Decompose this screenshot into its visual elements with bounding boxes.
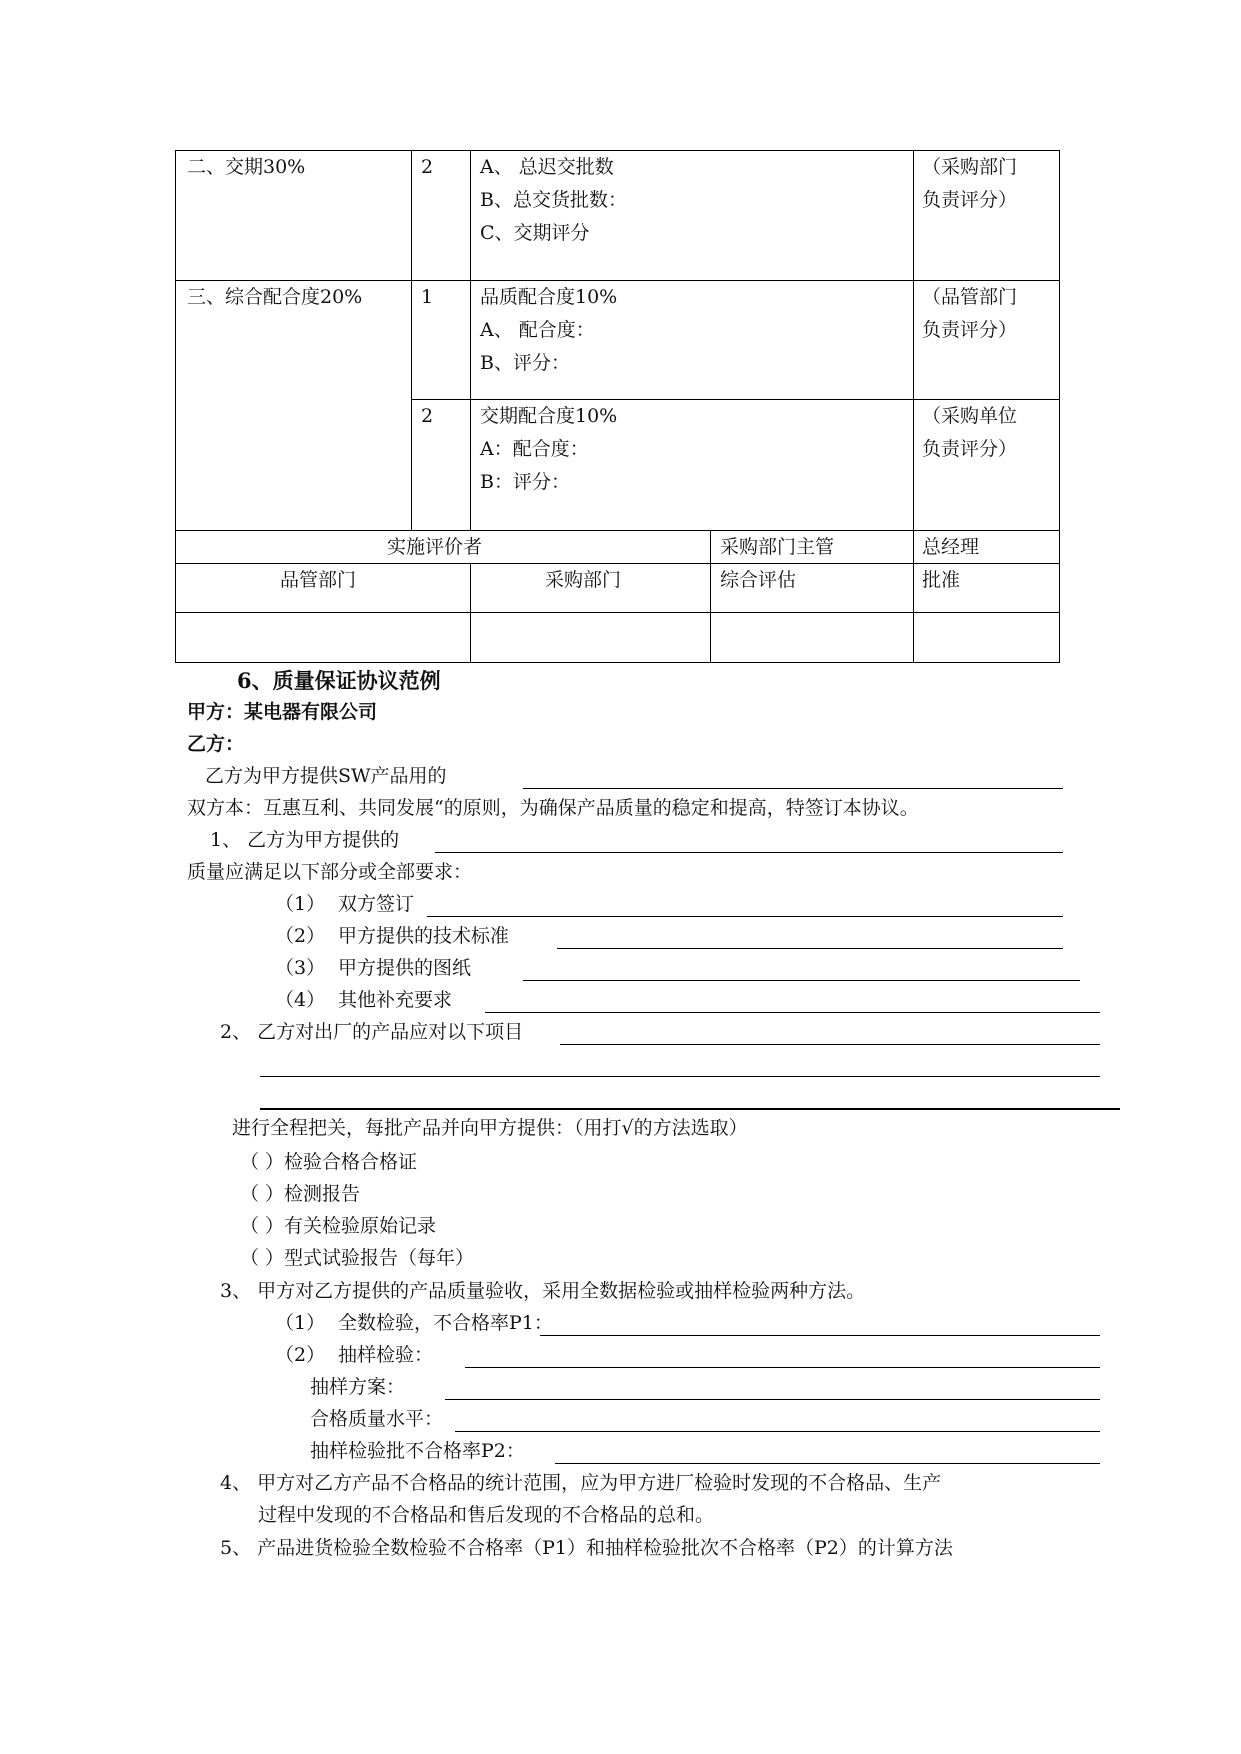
party-b: 乙方：: [187, 733, 245, 755]
implementer-header: 实施评价者: [387, 536, 483, 558]
req-4-num: （4）: [275, 989, 326, 1011]
blank-aql: [455, 1431, 1100, 1432]
p2-rate: 抽样检验批不合格率P2：: [310, 1440, 525, 1462]
blank-req-2: [557, 948, 1063, 949]
clause-2: 2、 乙方对出厂的产品应对以下项目: [220, 1021, 524, 1043]
option-certificate: （ ）检验合格合格证: [240, 1151, 418, 1173]
clause-5: 5、 产品进货检验全数检验不合格率（P1）和抽样检验批次不合格率（P2）的计算方法: [220, 1537, 953, 1559]
row2-item-a: A、 配合度：: [480, 319, 595, 341]
blank-clause-2c: [260, 1108, 1120, 1110]
section-heading: 6、质量保证协议范例: [237, 668, 441, 693]
blank-clause-2a: [560, 1044, 1100, 1045]
purchasing-dept-label: 采购部门: [545, 569, 622, 591]
clause-2-cont: 进行全程把关，每批产品并向甲方提供：（用打√的方法选取）: [232, 1117, 748, 1139]
overall-label: 综合评估: [720, 569, 797, 591]
row1-item-a: A、 总迟交批数: [480, 156, 614, 178]
row3-no: 2: [421, 405, 434, 427]
row2-note-1: （品管部门: [922, 286, 1018, 308]
row3-note-1: （采购单位: [922, 405, 1018, 427]
party-a: 甲方：某电器有限公司: [187, 701, 378, 723]
clause-3-2-num: （2）: [275, 1344, 326, 1366]
row3-item-title: 交期配合度10%: [480, 405, 618, 427]
row2-item-title: 品质配合度10%: [480, 286, 618, 308]
gm-header: 总经理: [922, 536, 980, 558]
clause-4-line-1: 4、 甲方对乙方产品不合格品的统计范围，应为甲方进厂检验时发现的不合格品、生产: [220, 1472, 942, 1494]
row1-note-2: 负责评分）: [922, 189, 1018, 211]
row2-category: 三、综合配合度20%: [187, 286, 363, 308]
option-test-report: （ ）检测报告: [240, 1183, 361, 1205]
req-1-text: 双方签订: [338, 893, 415, 915]
row1-note-1: （采购部门: [922, 156, 1018, 178]
row1-item-b: B、总交货批数：: [480, 189, 627, 211]
blank-req-1: [427, 916, 1063, 917]
intro-line-1: 乙方为甲方提供SW产品用的: [205, 765, 447, 787]
row2-note-2: 负责评分）: [922, 319, 1018, 341]
req-3-num: （3）: [275, 957, 326, 979]
option-type-test: （ ）型式试验报告（每年）: [240, 1247, 475, 1269]
row1-category: 二、交期30%: [187, 156, 306, 178]
approve-label: 批准: [922, 569, 961, 591]
blank-req-3: [523, 980, 1080, 981]
blank-plan: [445, 1399, 1100, 1400]
blank-p1: [540, 1335, 1100, 1336]
req-4-text: 其他补充要求: [338, 989, 453, 1011]
row1-no: 2: [421, 156, 434, 178]
quality-dept-label: 品管部门: [280, 569, 357, 591]
clause-3-1-text: 全数检验，不合格率P1：: [338, 1312, 553, 1334]
req-2-num: （2）: [275, 925, 326, 947]
clause-3-2-text: 抽样检验：: [338, 1344, 434, 1366]
req-2-text: 甲方提供的技术标准: [338, 925, 510, 947]
sampling-plan: 抽样方案：: [310, 1376, 406, 1398]
row3-item-a: A：配合度：: [480, 438, 589, 460]
row1-item-c: C、交期评分: [480, 222, 590, 244]
blank-clause-1: [435, 852, 1063, 853]
blank-req-4: [485, 1012, 1100, 1013]
blank-clause-2b: [260, 1076, 1100, 1077]
row2-no: 1: [421, 286, 434, 308]
blank-sampling: [465, 1367, 1100, 1368]
req-1-num: （1）: [275, 893, 326, 915]
blank-product: [523, 788, 1063, 789]
req-3-text: 甲方提供的图纸: [338, 957, 472, 979]
clause-4-line-2: 过程中发现的不合格品和售后发现的不合格品的总和。: [258, 1504, 715, 1526]
clause-1-cont: 质量应满足以下部分或全部要求：: [187, 861, 473, 883]
purchasing-head-header: 采购部门主管: [720, 536, 835, 558]
option-raw-records: （ ）有关检验原始记录: [240, 1215, 437, 1237]
blank-p2: [555, 1463, 1100, 1464]
row2-item-b: B、评分：: [480, 352, 570, 374]
row3-item-b: B：评分：: [480, 471, 570, 493]
row3-note-2: 负责评分）: [922, 438, 1018, 460]
clause-3-1-num: （1）: [275, 1312, 326, 1334]
clause-1: 1、 乙方为甲方提供的: [210, 829, 400, 851]
clause-3: 3、 甲方对乙方提供的产品质量验收，采用全数据检验或抽样检验两种方法。: [220, 1280, 866, 1302]
intro-line-2: 双方本：互惠互利、共同发展“的原则，为确保产品质量的稳定和提高，特签订本协议。: [187, 797, 919, 819]
aql: 合格质量水平：: [310, 1408, 444, 1430]
